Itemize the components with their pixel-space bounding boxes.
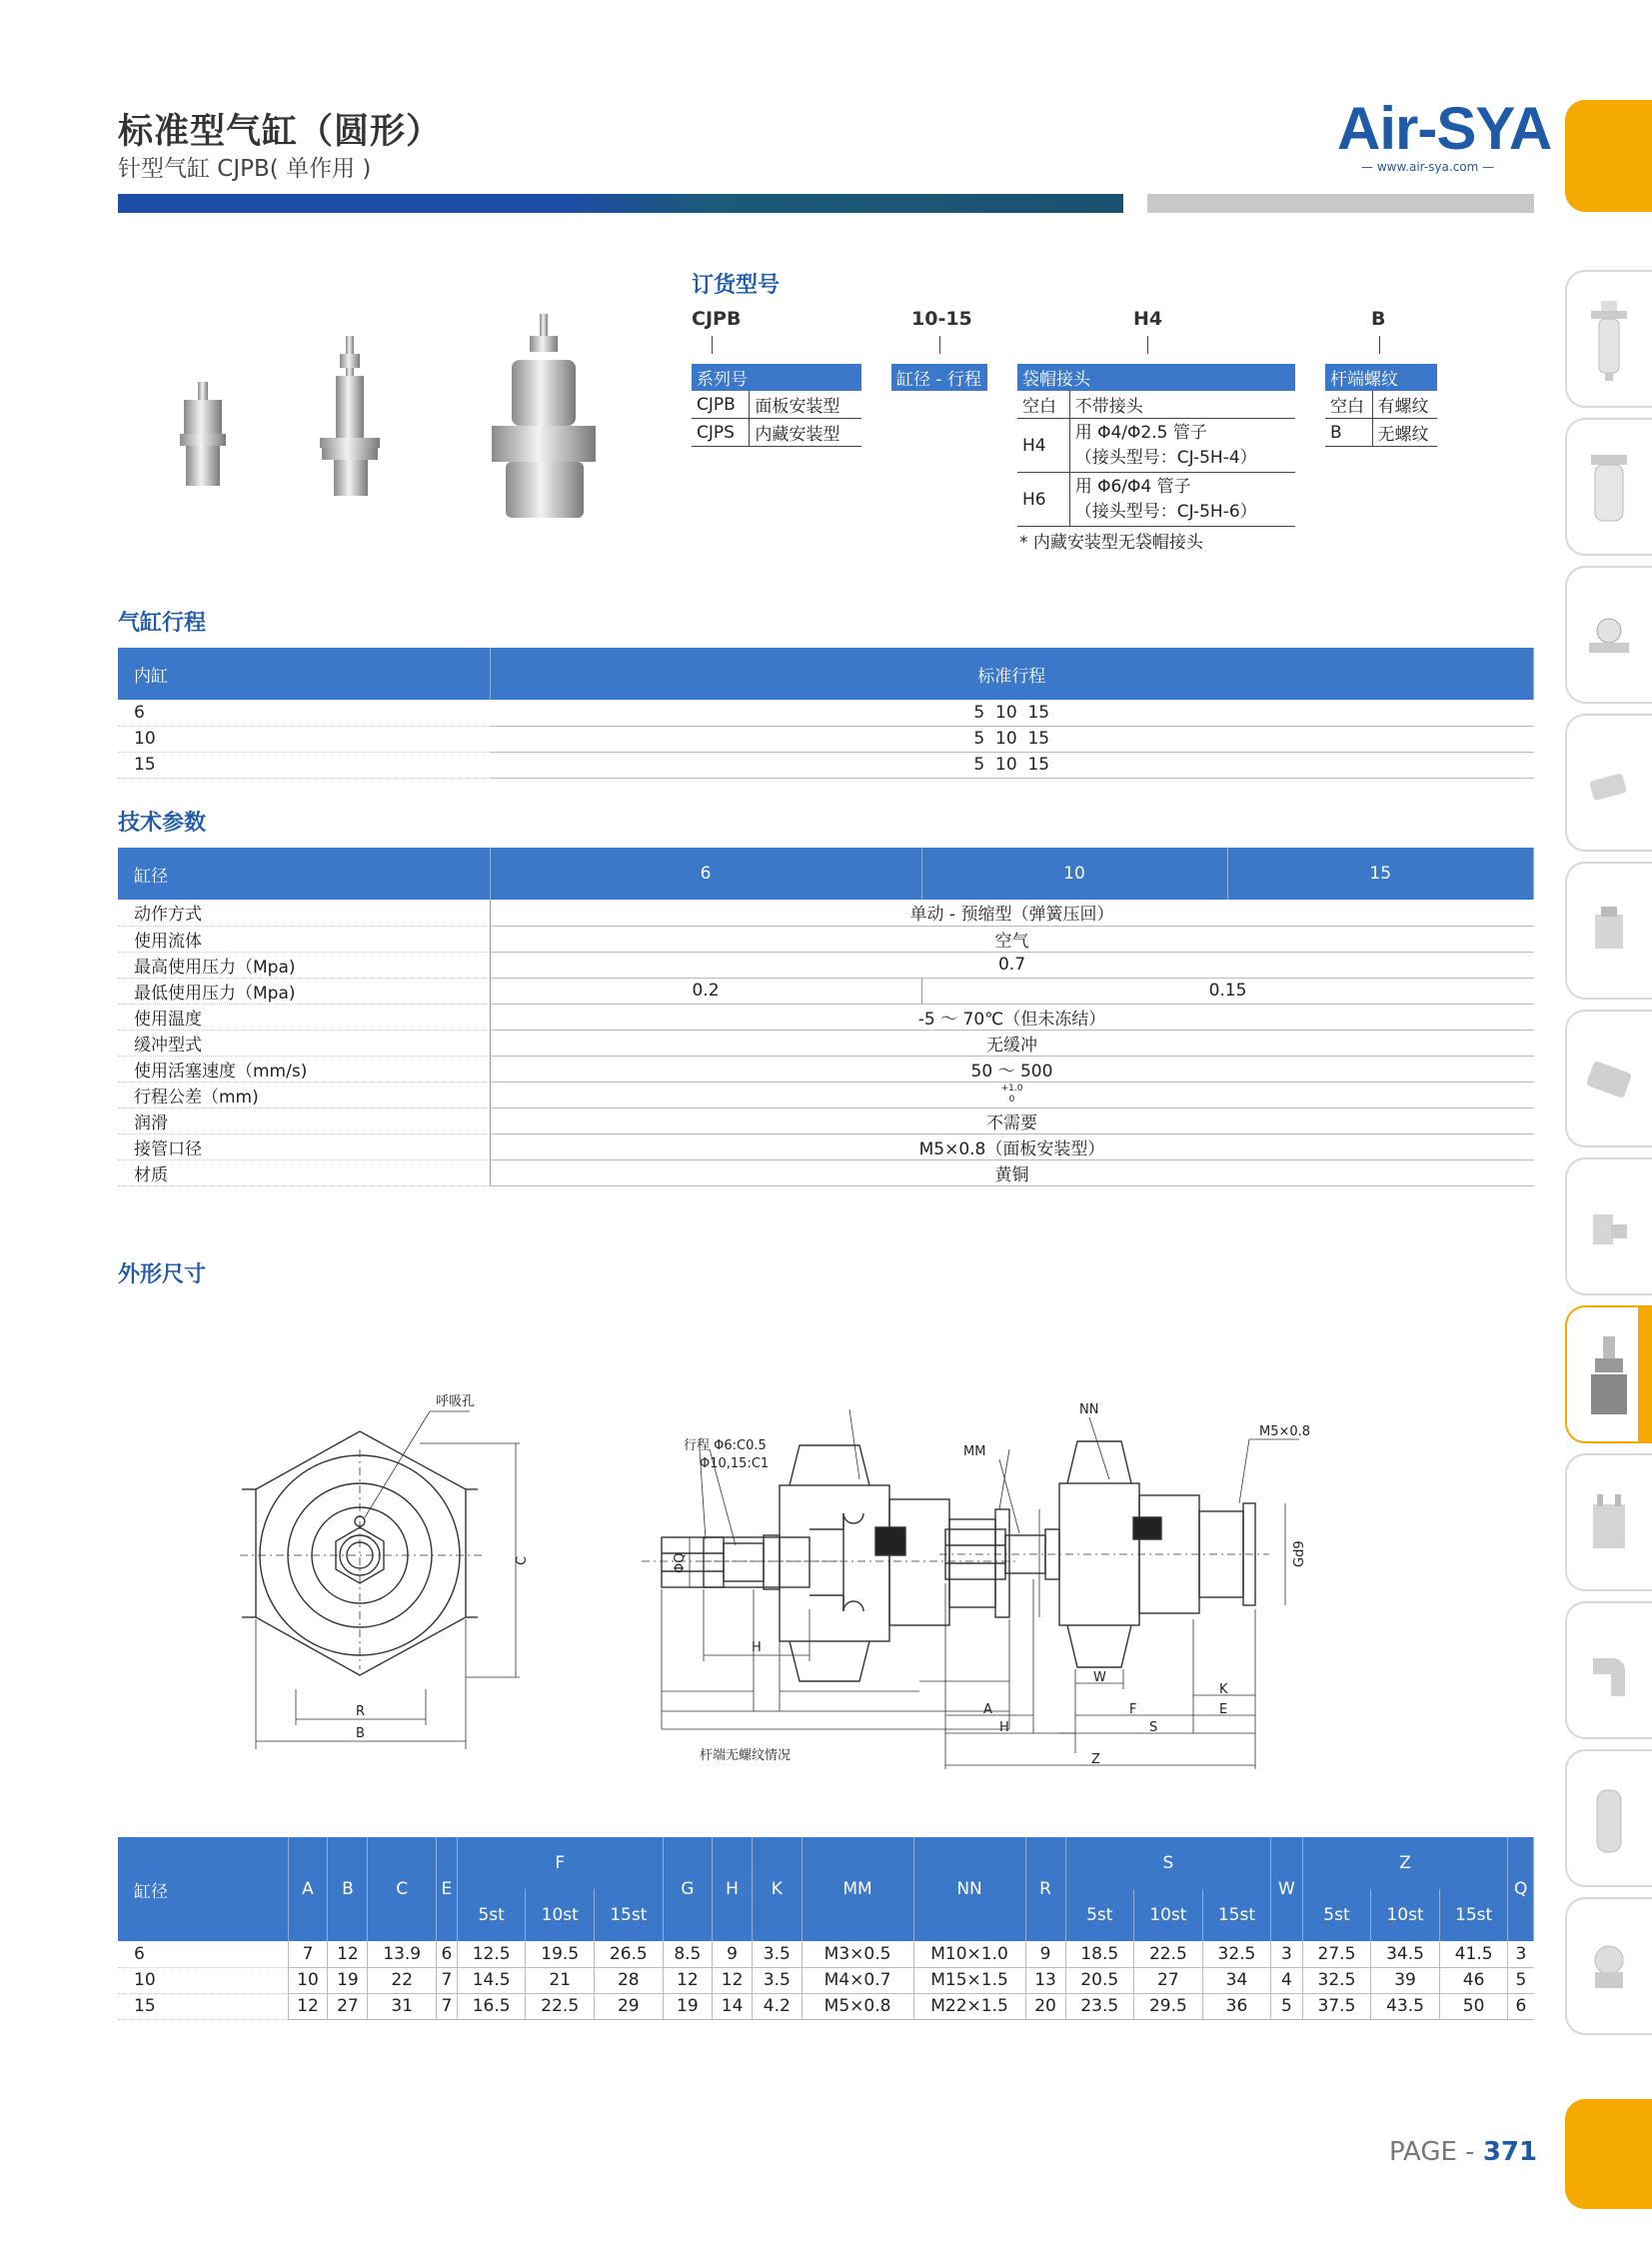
side-view-drawing	[939, 1399, 1419, 1779]
table-row	[118, 1004, 1534, 1030]
label-no-thread: 杆端无螺纹情况	[700, 1748, 792, 1763]
dim-cell: 12	[288, 1993, 328, 2019]
fitting-desc-line: （接头型号：CJ-5H-4）	[1074, 447, 1257, 468]
fitting-code: 空白	[1017, 391, 1069, 419]
dim-cell: 9	[713, 1941, 753, 1967]
fitting-desc	[1069, 473, 1295, 527]
order-code-series: CJPB	[692, 308, 742, 330]
series-title: 系列号	[692, 364, 861, 391]
side-tab-elbow[interactable]	[1565, 1601, 1652, 1739]
brand-url: — www.air-sya.com —	[1361, 160, 1495, 174]
stroke-values: 5 10 15	[490, 726, 1534, 752]
table-row	[118, 1967, 1534, 1993]
tech-value: 空气	[490, 926, 1534, 952]
tech-label: 行程公差（mm)	[118, 1082, 490, 1108]
dim-cell: 20	[1025, 1993, 1065, 2019]
side-tab-manifold[interactable]	[1565, 1010, 1652, 1147]
stroke-header-std: 标准行程	[490, 648, 1534, 700]
tech-value: 0.7	[490, 952, 1534, 978]
side-tab-lubricator[interactable]	[1565, 418, 1652, 556]
series-table	[692, 364, 861, 447]
dim-cell: 4.2	[753, 1993, 803, 2019]
dim-header-F5: 5st	[457, 1889, 526, 1941]
series-desc: 面板安装型	[750, 391, 861, 419]
fitting-row	[1017, 473, 1295, 527]
dim-cell: 32.5	[1202, 1941, 1271, 1967]
dim-cell: 26.5	[595, 1941, 664, 1967]
caster-icon	[1585, 1924, 1633, 2012]
tech-header-bore: 缸径	[118, 848, 490, 900]
dim-cell: M15×1.5	[913, 1967, 1025, 1993]
side-tab-gripper[interactable]	[1565, 1453, 1652, 1591]
order-tick	[939, 336, 940, 354]
series-code: CJPB	[692, 391, 750, 419]
dim-cell: 12	[713, 1967, 753, 1993]
label-F: F	[1129, 1702, 1137, 1717]
dim-cell: 34	[1202, 1967, 1271, 1993]
dim-cell: 13.9	[368, 1941, 437, 1967]
table-row	[118, 1993, 1534, 2019]
side-tab-silencer[interactable]	[1565, 1749, 1652, 1887]
dim-cell: 20.5	[1065, 1967, 1134, 1993]
gripper-icon	[1585, 1480, 1633, 1568]
dim-cell: 12.5	[457, 1941, 526, 1967]
side-tab-fittings[interactable]	[1565, 1157, 1652, 1295]
label-W: W	[1093, 1670, 1106, 1685]
series-code: CJPS	[692, 419, 750, 447]
dim-cell: 18.5	[1065, 1941, 1134, 1967]
series-desc: 内藏安装型	[750, 419, 861, 447]
dim-bore: 10	[118, 1967, 288, 1993]
cylinder-large	[492, 314, 596, 518]
elbow-fitting-icon	[1585, 1628, 1633, 1716]
label-Z: Z	[1091, 1752, 1100, 1767]
dim-cell: 27	[1134, 1967, 1203, 1993]
table-row	[118, 926, 1534, 952]
dim-cell: 19.5	[526, 1941, 595, 1967]
tech-tolerance	[490, 1082, 1534, 1108]
dim-cell: 19	[663, 1993, 713, 2019]
dim-cell: 34.5	[1371, 1941, 1440, 1967]
silencer-icon	[1585, 1776, 1633, 1864]
table-row	[118, 1082, 1534, 1108]
stroke-header-bore: 内缸	[118, 648, 490, 700]
label-H: H	[999, 1720, 1009, 1735]
dim-cell: 29.5	[1134, 1993, 1203, 2019]
order-section-title: 订货型号	[692, 273, 781, 298]
tech-value: -5 ～ 70℃（但未冻结）	[490, 1004, 1534, 1030]
tech-label: 最高使用压力（Mpa)	[118, 952, 490, 978]
label-R: R	[356, 1704, 366, 1719]
tech-header-6: 6	[490, 848, 921, 900]
stroke-table	[118, 648, 1534, 779]
fitting-note: * 内藏安装型无袋帽接头	[1019, 533, 1203, 553]
side-tab-top[interactable]	[1565, 100, 1652, 212]
thread-desc: 无螺纹	[1372, 419, 1437, 447]
dims-section-title: 外形尺寸	[118, 1262, 207, 1287]
dim-header-E: E	[436, 1837, 457, 1941]
dim-cell: 37.5	[1302, 1993, 1371, 2019]
dim-header-Z: Z	[1302, 1837, 1508, 1889]
dim-header-MM: MM	[802, 1837, 913, 1941]
dim-cell: 3	[1508, 1941, 1534, 1967]
pressure-gauge-icon	[1585, 593, 1633, 681]
fitting-title: 袋帽接头	[1017, 364, 1295, 391]
dim-header-S: S	[1065, 1837, 1271, 1889]
fitting-code: H6	[1017, 473, 1069, 527]
label-stroke-note2: Φ10,15:C1	[700, 1456, 770, 1471]
table-row	[118, 1159, 1534, 1185]
fitting-desc: 不带接头	[1069, 391, 1295, 419]
dim-cell: 36	[1202, 1993, 1271, 2019]
series-row	[692, 419, 861, 447]
dim-cell: 43.5	[1371, 1993, 1440, 2019]
order-tick	[1147, 336, 1148, 354]
dim-header-W: W	[1271, 1837, 1302, 1941]
dim-header-F15: 15st	[595, 1889, 664, 1941]
dim-cell: 12	[663, 1967, 713, 1993]
side-tab-bottom[interactable]	[1565, 2099, 1652, 2209]
stroke-bore: 10	[118, 726, 490, 752]
dim-header-S15: 15st	[1202, 1889, 1271, 1941]
rod-end-view	[690, 1449, 863, 1661]
dim-cell: 9	[1025, 1941, 1065, 1967]
thread-title: 杆端螺纹	[1325, 364, 1437, 391]
dim-cell: 5	[1271, 1993, 1302, 2019]
dim-cell: M3×0.5	[802, 1941, 913, 1967]
dim-cell: 23.5	[1065, 1993, 1134, 2019]
dim-cell: 7	[436, 1967, 457, 1993]
dim-header-F: F	[457, 1837, 663, 1889]
product-photo	[140, 300, 640, 540]
dim-bore: 6	[118, 1941, 288, 1967]
dim-header-Q: Q	[1508, 1837, 1534, 1941]
manifold-icon	[1585, 1037, 1633, 1124]
label-stroke-note1: 行程 Φ6:C0.5	[684, 1438, 767, 1453]
dim-cell: 29	[595, 1993, 664, 2019]
thread-row	[1325, 419, 1437, 447]
dim-cell: 10	[288, 1967, 328, 1993]
order-tick	[712, 336, 713, 354]
dim-header-S10: 10st	[1134, 1889, 1203, 1941]
dim-cell: 41.5	[1439, 1941, 1508, 1967]
brand-logo: Air-SYA	[1337, 95, 1552, 162]
dim-cell: 5	[1508, 1967, 1534, 1993]
tech-value: 不需要	[490, 1108, 1534, 1133]
dim-header-Z10: 10st	[1371, 1889, 1440, 1941]
dim-cell: 7	[288, 1941, 328, 1967]
dim-header-A: A	[288, 1837, 328, 1941]
bore-stroke-table	[891, 364, 987, 391]
dim-cell: 12	[328, 1941, 368, 1967]
table-row	[118, 952, 1534, 978]
cylinder-small	[180, 382, 226, 486]
dim-cell: 46	[1439, 1967, 1508, 1993]
dim-cell: 22.5	[526, 1993, 595, 2019]
tech-header-10: 10	[921, 848, 1227, 900]
fitting-desc	[1069, 419, 1295, 473]
tolerance-lower: 0	[1008, 1095, 1015, 1105]
order-code-thread: B	[1371, 308, 1386, 330]
dim-bore: 15	[118, 1993, 288, 2019]
dim-cell: 50	[1439, 1993, 1508, 2019]
dim-cell: 27	[328, 1993, 368, 2019]
tech-value: 0.15	[921, 978, 1534, 1004]
valve-icon	[1585, 741, 1633, 829]
dim-cell: 14.5	[457, 1967, 526, 1993]
page-number	[1389, 2137, 1537, 2167]
tech-label: 动作方式	[118, 900, 490, 926]
tech-table	[118, 848, 1534, 1186]
dim-cell: M4×0.7	[802, 1967, 913, 1993]
dim-cell: 28	[595, 1967, 664, 1993]
dim-cell: 3	[1271, 1941, 1302, 1967]
tech-label: 使用温度	[118, 1004, 490, 1030]
table-row	[118, 978, 1534, 1004]
table-row	[118, 726, 1534, 752]
table-row	[118, 1941, 1534, 1967]
tech-value: 0.2	[490, 978, 921, 1004]
dim-cell: 6	[1508, 1993, 1534, 2019]
dim-cell: 6	[436, 1941, 457, 1967]
tech-label: 使用流体	[118, 926, 490, 952]
cylinder-icon	[1585, 1332, 1633, 1420]
dim-body	[118, 1941, 1534, 2019]
dim-header-B: B	[328, 1837, 368, 1941]
dim-header-bore: 缸径	[118, 1837, 288, 1941]
tech-label: 缓冲型式	[118, 1030, 490, 1056]
dim-cell: M10×1.0	[913, 1941, 1025, 1967]
tech-section-title: 技术参数	[118, 811, 207, 836]
tech-value: 无缓冲	[490, 1030, 1534, 1056]
dim-cell: 7	[436, 1993, 457, 2019]
label-H-rod: H	[752, 1640, 762, 1655]
label-Gd9: Gd9	[1292, 1540, 1307, 1567]
tech-label: 接管口径	[118, 1133, 490, 1159]
side-tab-valve[interactable]	[1565, 714, 1652, 852]
series-row	[692, 391, 861, 419]
label-K: K	[1219, 1682, 1228, 1697]
tech-label: 使用活塞速度（mm/s)	[118, 1056, 490, 1082]
table-row	[118, 1108, 1534, 1133]
dim-cell: 22.5	[1134, 1941, 1203, 1967]
stroke-values: 5 10 15	[490, 752, 1534, 778]
table-row	[118, 1056, 1534, 1082]
header-bar	[118, 194, 1123, 213]
table-row	[118, 752, 1534, 778]
stroke-bore: 15	[118, 752, 490, 778]
thread-table	[1325, 364, 1437, 447]
side-tab-gauge[interactable]	[1565, 566, 1652, 704]
table-row	[118, 900, 1534, 926]
cylinder-medium	[320, 336, 380, 496]
dim-cell: 21	[526, 1967, 595, 1993]
tech-label: 润滑	[118, 1108, 490, 1133]
filter-regulator-icon	[1585, 297, 1633, 385]
header-bar-grey	[1147, 194, 1534, 213]
tech-value: M5×0.8（面板安装型）	[490, 1133, 1534, 1159]
dim-cell: 4	[1271, 1967, 1302, 1993]
tech-label: 材质	[118, 1159, 490, 1185]
tech-value: 50 ～ 500	[490, 1056, 1534, 1082]
label-Q: ΦQ	[673, 1552, 688, 1573]
order-code-fitting: H4	[1133, 308, 1163, 330]
stroke-section-title: 气缸行程	[118, 611, 207, 636]
tech-value: 黄铜	[490, 1159, 1534, 1185]
fitting-row	[1017, 419, 1295, 473]
dim-header-F10: 10st	[526, 1889, 595, 1941]
side-tab-caster[interactable]	[1565, 1897, 1652, 2035]
dim-header-NN: NN	[913, 1837, 1025, 1941]
dim-cell: 32.5	[1302, 1967, 1371, 1993]
side-tab-cylinder[interactable]	[1565, 1305, 1652, 1443]
solenoid-icon	[1585, 889, 1633, 977]
dim-header-C: C	[368, 1837, 437, 1941]
bore-stroke-title: 缸径 - 行程	[891, 364, 987, 391]
dim-cell: M22×1.5	[913, 1993, 1025, 2019]
fitting-code: H4	[1017, 419, 1069, 473]
dim-cell: 8.5	[663, 1941, 713, 1967]
label-M5: M5×0.8	[1259, 1424, 1311, 1439]
tech-label: 最低使用压力（Mpa)	[118, 978, 490, 1004]
fittings-icon	[1585, 1184, 1633, 1272]
fitting-row	[1017, 391, 1295, 419]
label-B: B	[356, 1726, 365, 1741]
page-subtitle: 针型气缸 CJPB( 单作用 )	[118, 156, 372, 182]
table-row	[118, 1030, 1534, 1056]
dim-cell: 16.5	[457, 1993, 526, 2019]
brand-url-text: www.air-sya.com	[1376, 160, 1479, 174]
dim-header-K: K	[753, 1837, 803, 1941]
stroke-values: 5 10 15	[490, 700, 1534, 726]
dim-cell: 3.5	[753, 1967, 803, 1993]
label-MM: MM	[963, 1444, 986, 1459]
label-NN: NN	[1079, 1402, 1099, 1417]
page-title: 标准型气缸（圆形）	[118, 112, 443, 152]
side-tab-solenoid[interactable]	[1565, 862, 1652, 1000]
thread-code: 空白	[1325, 391, 1372, 419]
dim-header-H: H	[713, 1837, 753, 1941]
fitting-desc-line: （接头型号：CJ-5H-6）	[1074, 501, 1257, 522]
tech-header-15: 15	[1227, 848, 1534, 900]
dim-cell: 31	[368, 1993, 437, 2019]
order-tick	[1379, 336, 1380, 354]
label-E: E	[1219, 1702, 1228, 1717]
fitting-desc-line: 用 Φ6/Φ4 管子	[1074, 476, 1191, 497]
page-number-value: 371	[1482, 2137, 1538, 2167]
order-code-bore: 10-15	[911, 308, 972, 330]
tech-value: 单动 - 预缩型（弹簧压回）	[490, 900, 1534, 926]
dim-cell: 19	[328, 1967, 368, 1993]
thread-row	[1325, 391, 1437, 419]
dim-cell: 22	[368, 1967, 437, 1993]
page-label: PAGE -	[1389, 2137, 1483, 2167]
dim-header-G: G	[663, 1837, 713, 1941]
dimension-table	[118, 1837, 1534, 2020]
dim-cell: 13	[1025, 1967, 1065, 1993]
label-C: C	[515, 1555, 530, 1565]
label-S: S	[1149, 1720, 1158, 1735]
table-row	[118, 700, 1534, 726]
dim-cell: M5×0.8	[802, 1993, 913, 2019]
side-tab-filter[interactable]	[1565, 270, 1652, 408]
dim-header-Z15: 15st	[1439, 1889, 1508, 1941]
front-view	[240, 1411, 520, 1749]
tolerance-upper: +1.0	[1000, 1084, 1023, 1094]
dim-cell: 14	[713, 1993, 753, 2019]
fitting-table	[1017, 364, 1295, 527]
thread-code: B	[1325, 419, 1372, 447]
lubricator-icon	[1585, 445, 1633, 533]
fitting-desc-line: 用 Φ4/Φ2.5 管子	[1074, 422, 1207, 443]
label-A: A	[983, 1702, 992, 1717]
dim-cell: 27.5	[1302, 1941, 1371, 1967]
dim-header-Z5: 5st	[1302, 1889, 1371, 1941]
drawing-clip	[1389, 1389, 1469, 1789]
dim-header-R: R	[1025, 1837, 1065, 1941]
dim-cell: 39	[1371, 1967, 1440, 1993]
dim-header-S5: 5st	[1065, 1889, 1134, 1941]
dim-cell: 3.5	[753, 1941, 803, 1967]
table-row	[118, 1133, 1534, 1159]
stroke-bore: 6	[118, 700, 490, 726]
thread-desc: 有螺纹	[1372, 391, 1437, 419]
label-breath-hole: 呼吸孔	[436, 1394, 476, 1409]
